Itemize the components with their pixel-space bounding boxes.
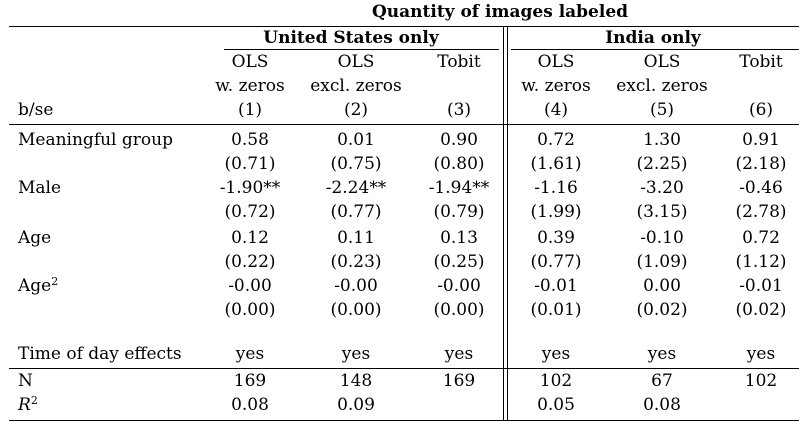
table-title: Quantity of images labeled: [371, 2, 629, 22]
group-india: India only: [605, 28, 701, 48]
cell-r2: 0.08: [643, 395, 681, 415]
row-label-r-squared: $R^2$: [18, 394, 38, 415]
col-num-1: (1): [237, 100, 263, 120]
header-rule: [9, 124, 799, 125]
cell-se: (0.01): [530, 300, 582, 320]
cell-b: -1.90**: [219, 178, 281, 198]
cell-se: (0.02): [735, 300, 787, 320]
col-num-6: (6): [748, 100, 774, 120]
cell-b: -2.24**: [325, 178, 387, 198]
cell-se: (0.02): [636, 300, 688, 320]
row-label-time-effects: Time of day effects: [18, 344, 182, 364]
cell-se: (0.25): [433, 252, 485, 272]
cell-se: (0.00): [330, 300, 382, 320]
cell-se: (1.09): [636, 252, 688, 272]
cell-se: (2.18): [735, 154, 787, 174]
stats-rule: [9, 368, 799, 369]
cell-se: (0.75): [330, 154, 382, 174]
group-india-underline: [511, 49, 799, 50]
col-sub-4: w. zeros: [521, 76, 591, 96]
cell-yes: yes: [341, 344, 371, 364]
cell-r2: 0.05: [537, 395, 575, 415]
cell-b: 0.11: [337, 228, 375, 248]
cell-b: -0.01: [739, 276, 783, 296]
cell-se: (2.78): [735, 202, 787, 222]
cell-b: -0.00: [228, 276, 272, 296]
col-num-2: (2): [343, 100, 369, 120]
cell-se: (0.80): [433, 154, 485, 174]
cell-yes: yes: [647, 344, 677, 364]
cell-b: 0.90: [440, 130, 478, 150]
col-method-5: OLS: [643, 52, 681, 72]
row-label-male: Male: [18, 178, 62, 198]
cell-se: (0.77): [530, 252, 582, 272]
col-num-4: (4): [543, 100, 569, 120]
cell-b: 0.72: [537, 130, 575, 150]
cell-b: -0.00: [334, 276, 378, 296]
col-num-3: (3): [446, 100, 472, 120]
cell-se: (0.71): [224, 154, 276, 174]
row-label-n: N: [18, 371, 33, 391]
cell-se: (0.79): [433, 202, 485, 222]
cell-se: (0.77): [330, 202, 382, 222]
cell-b: -0.01: [534, 276, 578, 296]
cell-yes: yes: [746, 344, 776, 364]
col-method-4: OLS: [537, 52, 575, 72]
cell-b: 0.91: [742, 130, 780, 150]
col-sub-2: excl. zeros: [310, 76, 402, 96]
cell-se: (0.23): [330, 252, 382, 272]
cell-yes: yes: [235, 344, 265, 364]
col-method-6: Tobit: [739, 52, 783, 72]
cell-se: (0.00): [224, 300, 276, 320]
cell-se: (1.99): [530, 202, 582, 222]
cell-n: 169: [442, 371, 476, 391]
cell-se: (1.12): [735, 252, 787, 272]
cell-b: -1.94**: [428, 178, 490, 198]
cell-b: 0.39: [537, 228, 575, 248]
cell-se: (0.72): [224, 202, 276, 222]
cell-b: 1.30: [643, 130, 681, 150]
cell-se: (1.61): [530, 154, 582, 174]
cell-b: -0.46: [739, 178, 783, 198]
cell-n: 102: [539, 371, 573, 391]
cell-r2: 0.08: [231, 395, 269, 415]
cell-b: -1.16: [534, 178, 578, 198]
top-rule: [9, 26, 799, 27]
cell-r2: 0.09: [337, 395, 375, 415]
cell-b: -3.20: [640, 178, 684, 198]
cell-b: -0.10: [640, 228, 684, 248]
cell-b: 0.13: [440, 228, 478, 248]
cell-b: 0.72: [742, 228, 780, 248]
col-num-5: (5): [649, 100, 675, 120]
cell-n: 169: [233, 371, 267, 391]
cell-n: 148: [339, 371, 373, 391]
cell-yes: yes: [444, 344, 474, 364]
col-method-1: OLS: [231, 52, 269, 72]
cell-se: (0.22): [224, 252, 276, 272]
cell-b: 0.58: [231, 130, 269, 150]
row-label-age: Age: [18, 228, 52, 248]
cell-n: 67: [651, 371, 673, 391]
cell-se: (0.00): [433, 300, 485, 320]
cell-b: 0.00: [643, 276, 681, 296]
group-us: United States only: [263, 28, 439, 48]
cell-b: 0.12: [231, 228, 269, 248]
bottom-rule: [9, 420, 799, 421]
cell-b: -0.00: [437, 276, 481, 296]
col-sub-5: excl. zeros: [616, 76, 708, 96]
col-method-3: Tobit: [437, 52, 481, 72]
cell-n: 102: [744, 371, 778, 391]
col-method-2: OLS: [337, 52, 375, 72]
group-separator-left: [503, 26, 504, 421]
row-label-age-squared: Age$^2$: [18, 275, 59, 296]
cell-se: (2.25): [636, 154, 688, 174]
group-separator-right: [507, 26, 508, 421]
bse-label: b/se: [18, 100, 54, 120]
cell-yes: yes: [541, 344, 571, 364]
row-label-meaningful-group: Meaningful group: [18, 130, 173, 150]
cell-b: 0.01: [337, 130, 375, 150]
col-sub-1: w. zeros: [215, 76, 285, 96]
group-us-underline: [224, 49, 499, 50]
cell-se: (3.15): [636, 202, 688, 222]
